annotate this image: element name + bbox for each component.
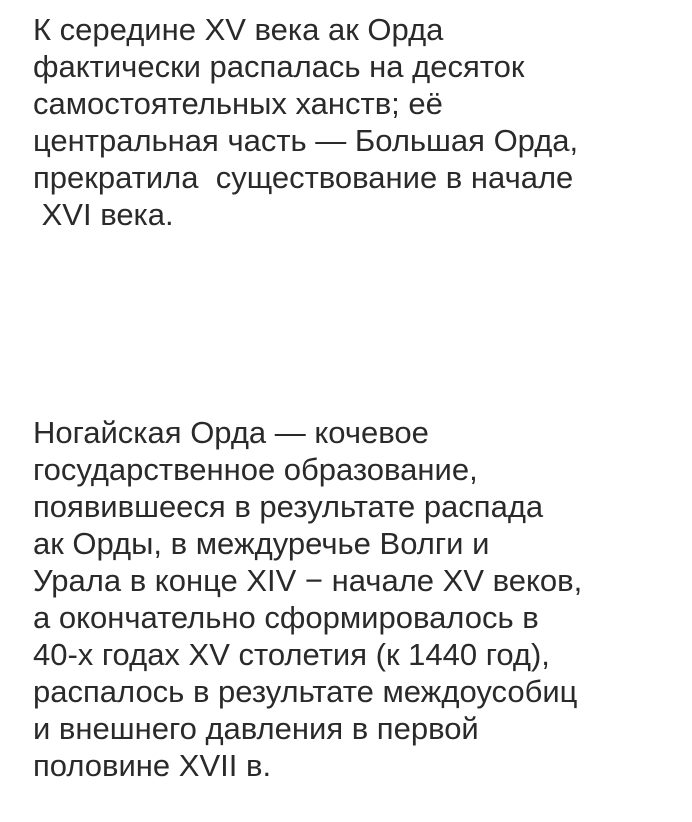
- text-line: прекратила существование в начале: [33, 160, 574, 195]
- text-line: ак Орды, в междуречье Волги и: [33, 526, 490, 561]
- text-line: самостоятельных ханств; её: [33, 86, 443, 121]
- text-line: центральная часть — Большая Орда,: [33, 123, 579, 158]
- text-line: распалось в результате междоусобиц: [33, 674, 578, 709]
- text-line: и внешнего давления в первой: [33, 711, 479, 746]
- text-line: Ногайская Орда — кочевое: [33, 415, 429, 450]
- paragraph-golden-horde: [33, 11, 578, 233]
- text-line: Урала в конце XIV − начале XV веков,: [33, 563, 583, 598]
- text-line: половине XVII в.: [33, 748, 272, 783]
- text-line: фактически распалась на десяток: [33, 49, 525, 84]
- text-line: 40-х годах XV столетия (к 1440 год),: [33, 637, 550, 672]
- text-line: К середине XV века ак Орда: [33, 12, 444, 47]
- text-line: государственное образование,: [33, 452, 478, 487]
- text-line: XVI века.: [33, 197, 174, 232]
- paragraph-nogai-horde: [33, 414, 582, 784]
- text-line: а окончательно сформировалось в: [33, 600, 539, 635]
- text-line: появившееся в результате распада: [33, 489, 544, 524]
